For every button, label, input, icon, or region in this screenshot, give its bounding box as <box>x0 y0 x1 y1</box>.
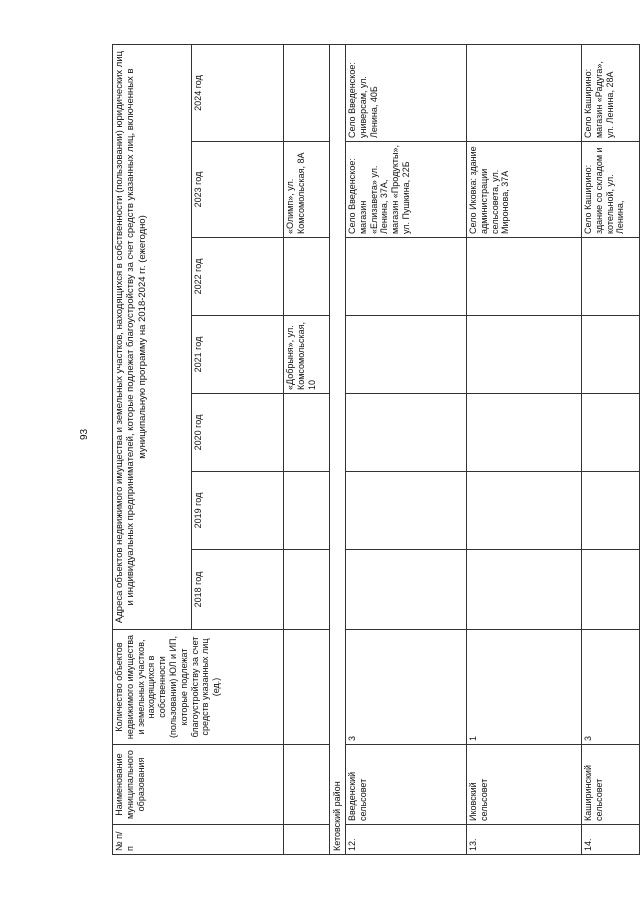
row-num: 13. <box>467 825 582 855</box>
row-2023: Село Иковка: здание администрации сельсовета, ул. Миронова, 37А <box>467 142 582 238</box>
row-name: Введенский сельсовет <box>346 745 467 825</box>
header-num: № п/п <box>113 825 284 855</box>
row-count: 3 <box>346 630 467 745</box>
district-name: Кетовский район <box>330 44 346 854</box>
header-name: Наименование муниципального образования <box>113 745 284 825</box>
table-row <box>346 44 467 854</box>
row-2024: Село Введенское: универсам, ул. Ленина, 40Б <box>346 44 467 141</box>
row-num: 12. <box>346 825 467 855</box>
table-row <box>582 44 640 854</box>
row-num: 14. <box>582 825 640 855</box>
district-row <box>330 44 346 854</box>
year-2018: 2018 год <box>192 550 284 630</box>
row-2024 <box>467 44 582 141</box>
program-table <box>112 44 640 855</box>
carryover-row <box>284 44 330 854</box>
row-name: Каширинский сельсовет <box>582 745 640 825</box>
row-count: 1 <box>467 630 582 745</box>
row-count: 3 <box>582 630 640 745</box>
row-2023: Село Введенское: магазин «Елизавета» ул. Ленина, 37А, магазин «Продукты», ул. Пушкина, 22Б <box>346 142 467 238</box>
page-number: 93 <box>79 428 90 440</box>
header-count: Количество объектов недвижимого имущества и земельных участков, находящихся в собственности (пользовании) ЮЛ и ИП, которые подлежат благоустройству за счет средств указанных лиц (ед.) <box>113 630 284 745</box>
carryover-2023: «Олимп», ул. Комсомольская, 8А <box>284 142 330 238</box>
header-addresses: Адреса объектов недвижимого имущества и земельных участков, находящихся в собственности (пользовании) юридических лиц и индивидуальных предпринимателей, которые подлежат благоустройству за счет средств указанных лиц, включенных в муниципальную программу на 2018-2024 гг. (ежегодно) <box>113 44 192 629</box>
year-2019: 2019 год <box>192 472 284 550</box>
table-row <box>467 44 582 854</box>
carryover-2021: «Добрыня», ул. Комсомольская, 10 <box>284 316 330 394</box>
row-name: Иковский сельсовет <box>467 745 582 825</box>
year-2021: 2021 год <box>192 316 284 394</box>
year-2020: 2020 год <box>192 394 284 472</box>
year-2022: 2022 год <box>192 238 284 316</box>
year-2023: 2023 год <box>192 142 284 238</box>
row-2023: Село Каширино: здание со складом и котельной, ул. Ленина, <box>582 142 640 238</box>
table-header-row <box>113 44 192 854</box>
year-2024: 2024 год <box>192 44 284 141</box>
row-2024: Село Каширино: магазин «Радуга», ул. Ленина, 28А <box>582 44 640 141</box>
